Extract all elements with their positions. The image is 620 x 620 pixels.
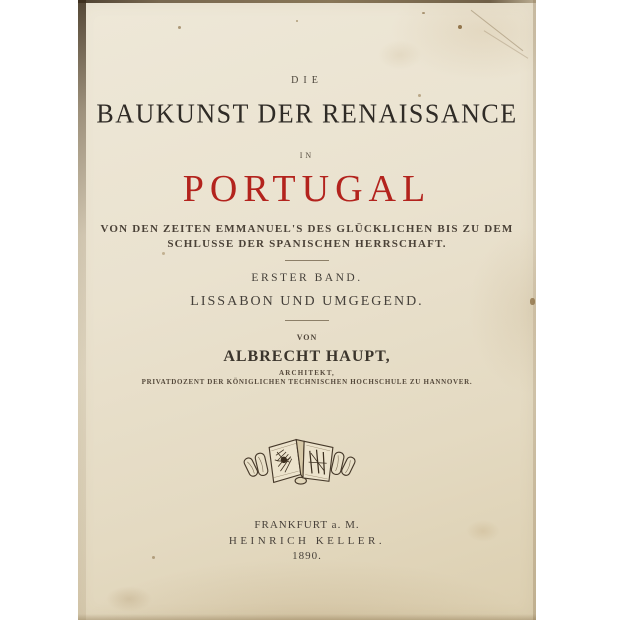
- book-page: [78, 0, 536, 620]
- main-title: BAUKUNST DER RENAISSANCE: [96, 98, 518, 129]
- author-prefix: VON: [296, 333, 318, 342]
- author-name: ALBRECHT HAUPT,: [223, 348, 391, 365]
- stain-spot: [418, 94, 421, 97]
- crease-mark: [484, 30, 529, 58]
- subtitle-line-2: SCHLUSSE DER SPANISCHEN HERRSCHAFT.: [167, 238, 447, 250]
- stain-patch: [106, 586, 152, 612]
- heraldic-scroll-ornament-icon: [241, 430, 365, 492]
- imprint-publisher: HEINRICH KELLER.: [228, 535, 386, 547]
- author-affiliation: PRIVATDOZENT DER KÖNIGLICHEN TECHNISCHEN HOCHSCHULE ZU HANNOVER.: [141, 378, 473, 386]
- stain-patch: [378, 40, 422, 70]
- page-edge-top: [78, 0, 536, 3]
- stain-spot: [422, 12, 425, 14]
- volume-label: ERSTER BAND.: [251, 272, 363, 284]
- subtitle-line-1: VON DEN ZEITEN EMMANUEL'S DES GLÜCKLICHEN BIS ZU DEM: [100, 223, 514, 235]
- series-prefix: DIE: [291, 75, 323, 86]
- title-connector: IN: [299, 151, 315, 160]
- highlight-title: PORTUGAL: [182, 168, 432, 210]
- imprint-year: 1890.: [292, 550, 322, 562]
- divider-rule: [285, 320, 329, 321]
- stain-spot: [296, 20, 298, 22]
- author-role: ARCHITEKT,: [278, 369, 336, 377]
- stain-spot: [162, 252, 165, 255]
- imprint-city: FRANKFURT a. M.: [254, 519, 360, 531]
- stain-spot: [458, 25, 462, 29]
- divider-rule: [285, 260, 329, 261]
- volume-title: LISSABON UND UMGEGEND.: [190, 294, 424, 309]
- crease-mark: [471, 10, 524, 51]
- page-edge-bottom: [78, 614, 536, 620]
- stain-spot: [178, 26, 181, 29]
